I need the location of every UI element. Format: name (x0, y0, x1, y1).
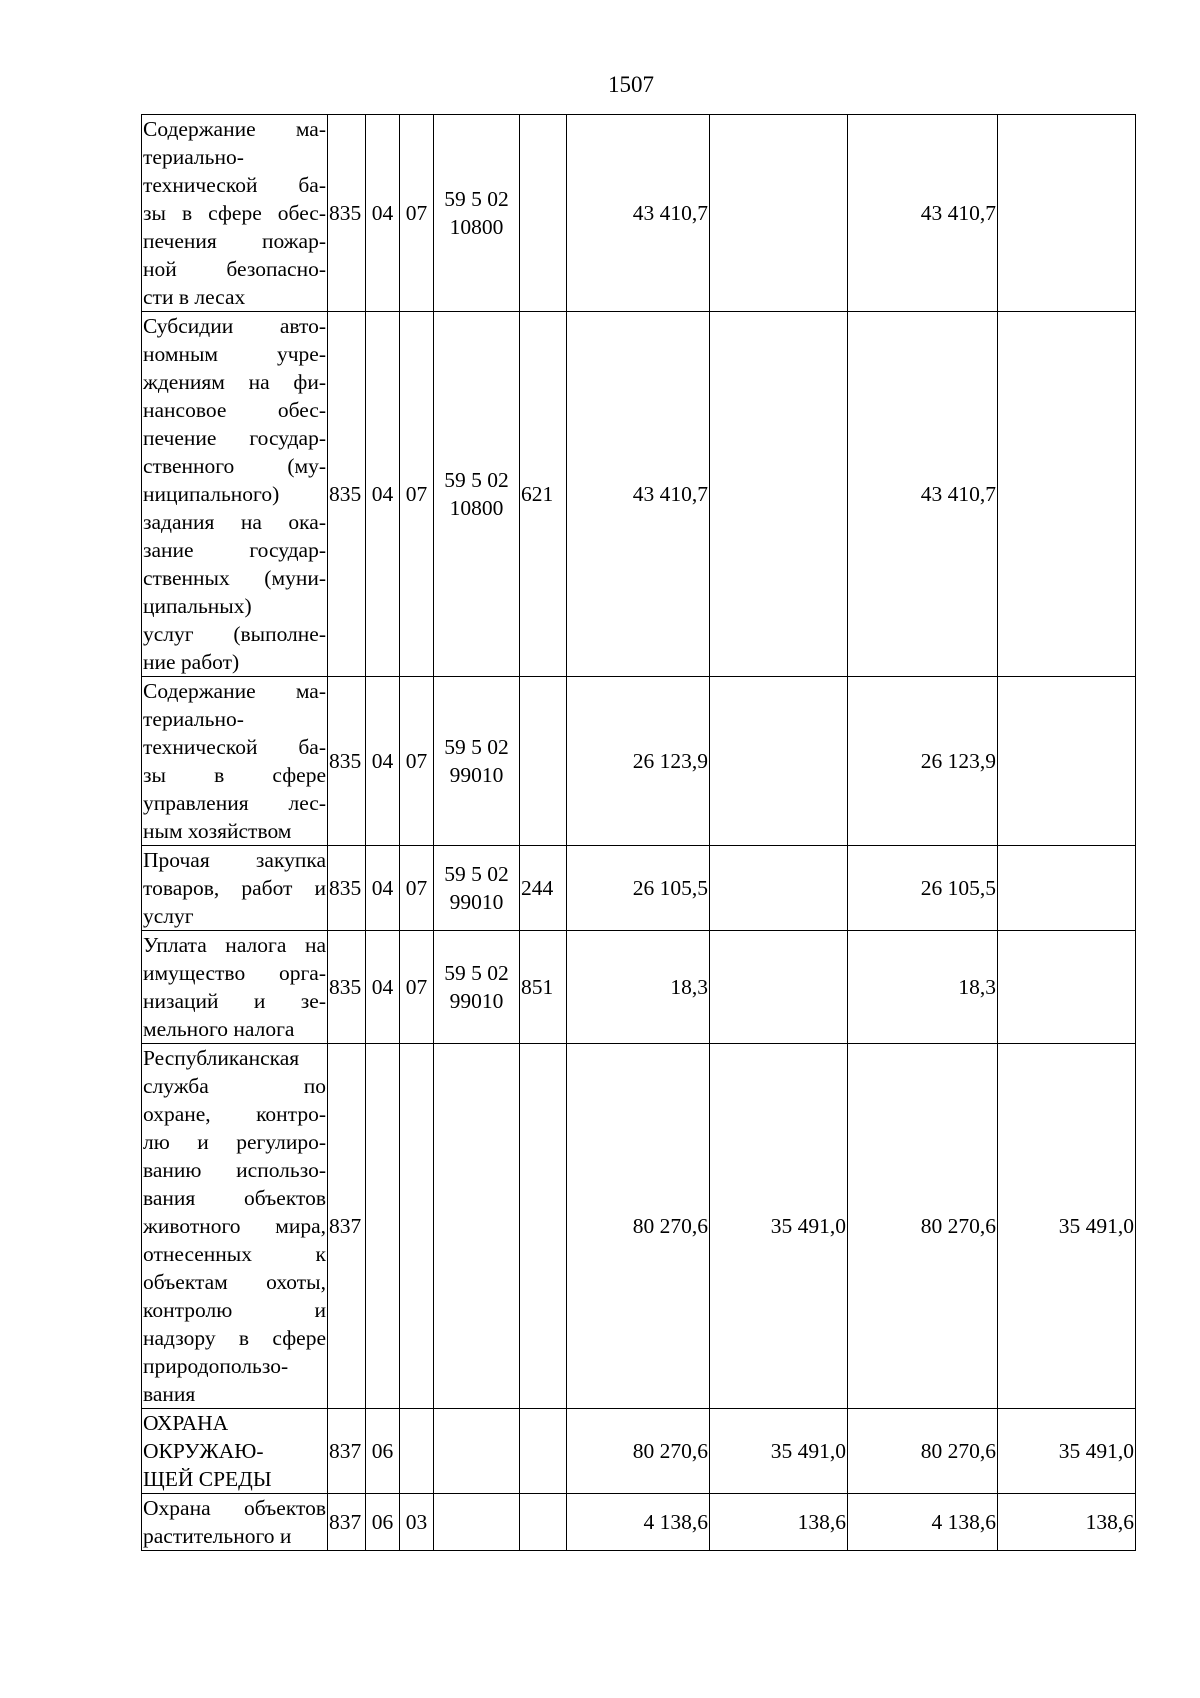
expense-name-line: зы в сфере (143, 763, 326, 787)
amount-year2-federal-cell (998, 115, 1136, 312)
subsection-code-cell: 07 (400, 846, 434, 931)
expense-name-line: Субсидии авто- (143, 314, 326, 338)
expense-name-line: Республиканская (143, 1046, 300, 1070)
amount-year1-federal-cell (710, 846, 848, 931)
section-code-cell: 04 (366, 115, 400, 312)
amount-year2-federal-cell (998, 677, 1136, 846)
amount-year1-federal-cell (710, 931, 848, 1044)
table-row (142, 312, 1136, 677)
expense-name-line: Содержание ма- (143, 679, 326, 703)
amount-year2-cell: 18,3 (848, 931, 998, 1044)
expense-name-line: отнесенных к (143, 1242, 326, 1266)
expense-type-cell (520, 1409, 567, 1494)
expense-name-line: номным учре- (143, 342, 326, 366)
subsection-code-cell: 07 (400, 312, 434, 677)
expense-name-line: животного мира, (143, 1214, 326, 1238)
expense-name-line: зы в сфере обес- (143, 201, 326, 225)
subsection-code-cell: 07 (400, 931, 434, 1044)
amount-year2-federal-cell (998, 931, 1136, 1044)
expense-name-line: печения пожар- (143, 229, 326, 253)
target-article-line: 59 5 02 (444, 187, 509, 211)
expense-name-line: имущество орга- (143, 961, 326, 985)
expense-name-line: товаров, работ и (143, 876, 326, 900)
section-code-cell: 06 (366, 1494, 400, 1551)
expense-type-cell: 851 (520, 931, 567, 1044)
amount-year1-cell: 18,3 (567, 931, 710, 1044)
expense-name-cell (142, 931, 328, 1044)
expense-name-line: услуг (143, 904, 194, 928)
budget-table-body (142, 115, 1136, 1551)
amount-year2-cell: 4 138,6 (848, 1494, 998, 1551)
expense-type-cell (520, 1044, 567, 1409)
expense-name-cell (142, 1409, 328, 1494)
table-row (142, 1494, 1136, 1551)
expense-type-cell (520, 115, 567, 312)
expense-name-line: контролю и (143, 1298, 326, 1322)
amount-year1-cell: 80 270,6 (567, 1409, 710, 1494)
amount-year1-federal-cell: 35 491,0 (710, 1044, 848, 1409)
budget-table (141, 114, 1136, 1551)
expense-name-line: печение государ- (143, 426, 326, 450)
expense-name-line: ственного (му- (143, 454, 326, 478)
expense-name-cell (142, 1494, 328, 1551)
expense-name-line: ственных (муни- (143, 566, 326, 590)
target-article-line: 59 5 02 (444, 468, 509, 492)
expense-name-line: зание государ- (143, 538, 326, 562)
section-code-cell: 04 (366, 931, 400, 1044)
target-article-line: 59 5 02 (444, 961, 509, 985)
amount-year1-cell: 4 138,6 (567, 1494, 710, 1551)
amount-year1-cell: 43 410,7 (567, 115, 710, 312)
subsection-code-cell: 07 (400, 677, 434, 846)
expense-name-line: Уплата налога на (143, 933, 326, 957)
amount-year1-cell: 26 105,5 (567, 846, 710, 931)
amount-year1-cell: 80 270,6 (567, 1044, 710, 1409)
subsection-code-cell: 07 (400, 115, 434, 312)
expense-name-line: Прочая закупка (143, 848, 326, 872)
expense-name-cell (142, 677, 328, 846)
section-code-cell: 04 (366, 677, 400, 846)
target-article-line: 59 5 02 (444, 862, 509, 886)
expense-name-line: охране, контро- (143, 1102, 326, 1126)
target-article-cell (434, 115, 520, 312)
amount-year2-cell: 80 270,6 (848, 1409, 998, 1494)
expense-name-line: Охрана объектов (143, 1496, 326, 1520)
target-article-cell (434, 677, 520, 846)
amount-year2-federal-cell (998, 846, 1136, 931)
expense-name-line: мельного налога (143, 1017, 295, 1041)
expense-name-line: вания объектов (143, 1186, 326, 1210)
expense-name-line: ОХРАНА (143, 1411, 229, 1435)
expense-name-line: служба по (143, 1074, 326, 1098)
expense-name-line: ванию использо- (143, 1158, 326, 1182)
target-article-line: 99010 (449, 890, 504, 914)
subsection-code-cell (400, 1409, 434, 1494)
expense-name-line: низаций и зе- (143, 989, 326, 1013)
page-number: 1507 (608, 72, 654, 97)
expense-type-cell: 621 (520, 312, 567, 677)
expense-name-line: ЩЕЙ СРЕДЫ (143, 1467, 272, 1491)
expense-name-cell (142, 115, 328, 312)
amount-year2-cell: 80 270,6 (848, 1044, 998, 1409)
expense-name-cell (142, 1044, 328, 1409)
expense-name-line: объектам охоты, (143, 1270, 326, 1294)
expense-name-line: териально- (143, 707, 244, 731)
expense-type-cell (520, 677, 567, 846)
amount-year2-federal-cell: 35 491,0 (998, 1409, 1136, 1494)
table-row (142, 1044, 1136, 1409)
table-row (142, 931, 1136, 1044)
target-article-cell (434, 846, 520, 931)
expense-type-cell: 244 (520, 846, 567, 931)
target-article-cell (434, 1494, 520, 1551)
target-article-cell (434, 1044, 520, 1409)
expense-name-line: ниципального) (143, 482, 280, 506)
ministry-code-cell: 835 (328, 846, 366, 931)
expense-name-line: ной безопасно- (143, 257, 326, 281)
target-article-cell (434, 931, 520, 1044)
expense-name-line: задания на ока- (143, 510, 326, 534)
expense-name-line: ОКРУЖАЮ- (143, 1439, 264, 1463)
amount-year1-federal-cell (710, 312, 848, 677)
expense-name-line: управления лес- (143, 791, 326, 815)
target-article-line: 99010 (449, 989, 504, 1013)
table-row (142, 677, 1136, 846)
expense-name-line: надзору в сфере (143, 1326, 326, 1350)
target-article-line: 99010 (449, 763, 504, 787)
target-article-cell (434, 312, 520, 677)
expense-name-line: растительного и (143, 1524, 292, 1548)
amount-year2-federal-cell: 35 491,0 (998, 1044, 1136, 1409)
amount-year2-federal-cell: 138,6 (998, 1494, 1136, 1551)
target-article-line: 59 5 02 (444, 735, 509, 759)
expense-name-line: природопользо- (143, 1354, 289, 1378)
expense-name-line: ным хозяйством (143, 819, 292, 843)
amount-year1-federal-cell: 138,6 (710, 1494, 848, 1551)
expense-name-line: лю и регулиро- (143, 1130, 326, 1154)
amount-year1-federal-cell (710, 677, 848, 846)
table-row (142, 115, 1136, 312)
expense-name-line: технической ба- (143, 173, 326, 197)
ministry-code-cell: 837 (328, 1494, 366, 1551)
ministry-code-cell: 835 (328, 115, 366, 312)
amount-year2-federal-cell (998, 312, 1136, 677)
expense-name-line: нансовое обес- (143, 398, 326, 422)
expense-type-cell (520, 1494, 567, 1551)
expense-name-line: ние работ) (143, 650, 240, 674)
target-article-line: 10800 (449, 496, 504, 520)
amount-year2-cell: 26 123,9 (848, 677, 998, 846)
subsection-code-cell: 03 (400, 1494, 434, 1551)
amount-year1-cell: 26 123,9 (567, 677, 710, 846)
ministry-code-cell: 837 (328, 1409, 366, 1494)
expense-name-line: технической ба- (143, 735, 326, 759)
section-code-cell: 04 (366, 846, 400, 931)
section-code-cell: 06 (366, 1409, 400, 1494)
subsection-code-cell (400, 1044, 434, 1409)
amount-year1-cell: 43 410,7 (567, 312, 710, 677)
expense-name-line: вания (143, 1382, 196, 1406)
amount-year2-cell: 43 410,7 (848, 115, 998, 312)
expense-name-line: ждениям на фи- (143, 370, 326, 394)
table-row (142, 1409, 1136, 1494)
amount-year1-federal-cell: 35 491,0 (710, 1409, 848, 1494)
amount-year2-cell: 26 105,5 (848, 846, 998, 931)
expense-name-cell (142, 312, 328, 677)
expense-name-line: Содержание ма- (143, 117, 326, 141)
ministry-code-cell: 837 (328, 1044, 366, 1409)
ministry-code-cell: 835 (328, 312, 366, 677)
expense-name-line: териально- (143, 145, 244, 169)
table-row (142, 846, 1136, 931)
amount-year2-cell: 43 410,7 (848, 312, 998, 677)
ministry-code-cell: 835 (328, 677, 366, 846)
expense-name-line: услуг (выполне- (143, 622, 326, 646)
target-article-line: 10800 (449, 215, 504, 239)
expense-name-cell (142, 846, 328, 931)
section-code-cell (366, 1044, 400, 1409)
expense-name-line: ципальных) (143, 594, 252, 618)
section-code-cell: 04 (366, 312, 400, 677)
target-article-cell (434, 1409, 520, 1494)
ministry-code-cell: 835 (328, 931, 366, 1044)
expense-name-line: сти в лесах (143, 285, 246, 309)
amount-year1-federal-cell (710, 115, 848, 312)
